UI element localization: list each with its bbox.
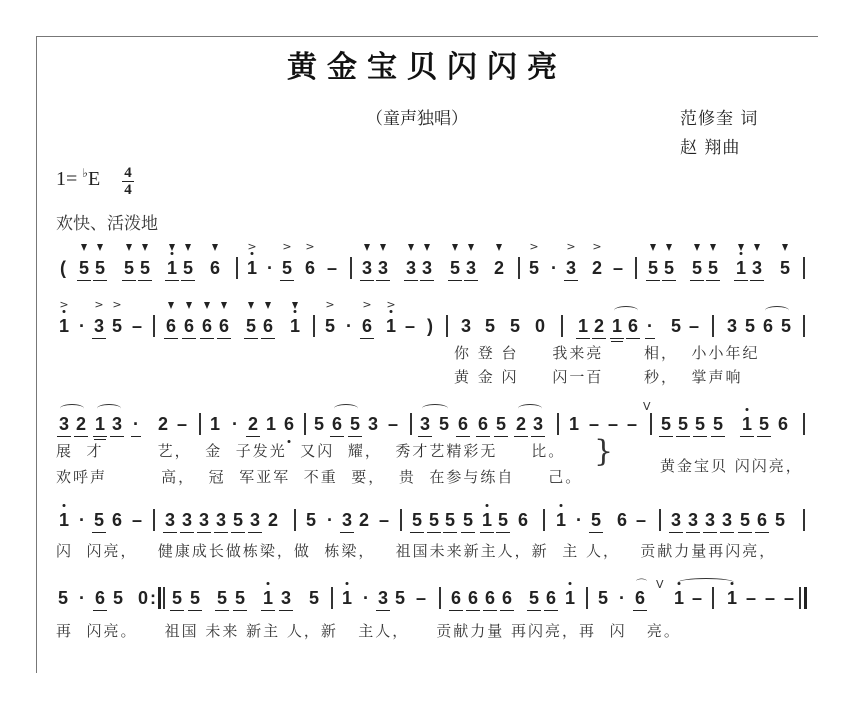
note: 5	[528, 588, 540, 608]
note: 3	[687, 510, 699, 530]
note: 5	[189, 588, 201, 608]
note: 5	[216, 588, 228, 608]
note: 5	[171, 588, 183, 608]
note: 3	[751, 258, 763, 278]
octave-up-dot	[485, 504, 488, 507]
barline	[331, 587, 333, 609]
note: 5	[663, 258, 675, 278]
note: 3	[215, 510, 227, 530]
note: 6	[467, 588, 479, 608]
note: 6	[218, 316, 230, 336]
breath-mark-icon: V	[656, 578, 664, 591]
tempo-marking: 欢快、活泼地	[56, 214, 158, 234]
note: 1	[674, 588, 684, 608]
note: 1	[59, 316, 69, 336]
note: ·	[346, 316, 352, 336]
note: 1	[265, 414, 277, 434]
barline	[153, 509, 155, 531]
note: –	[691, 588, 703, 608]
octave-up-dot	[559, 504, 562, 507]
note: 3	[377, 258, 389, 278]
note: ·	[363, 588, 369, 608]
note: 1	[59, 510, 69, 530]
lyric-line: 闪 闪亮， 健康成长做栋梁，做 栋梁， 祖国未来新主人，新 主 人， 贡献力量再闪亮，	[56, 542, 777, 560]
note: –	[588, 414, 600, 434]
note: 6	[209, 258, 221, 278]
barline	[400, 509, 402, 531]
staccato-icon	[126, 244, 132, 251]
key-letter: E	[87, 168, 101, 190]
note: :	[150, 588, 156, 608]
accent-icon: >	[386, 298, 396, 311]
octave-up-dot	[739, 252, 742, 255]
barline	[803, 413, 805, 435]
slur-tie	[765, 306, 789, 315]
octave-up-dot	[170, 252, 173, 255]
slur-tie	[334, 404, 358, 413]
accent-icon: >	[325, 298, 335, 311]
staccato-icon	[221, 302, 227, 309]
key-prefix: 1=	[56, 168, 78, 190]
note: 6	[756, 510, 768, 530]
note: 6	[284, 414, 294, 434]
staccato-icon	[292, 302, 298, 309]
note: 5	[394, 588, 406, 608]
note: 1	[209, 414, 221, 434]
staccato-icon	[452, 244, 458, 251]
note: 5	[462, 510, 474, 530]
note: ·	[79, 510, 85, 530]
lyric-line: 黄金宝贝 闪闪亮，	[660, 457, 803, 475]
octave-up-dot	[745, 408, 748, 411]
note: 2	[157, 414, 169, 434]
note: 1	[167, 258, 177, 278]
staccato-icon	[81, 244, 87, 251]
note: 3	[181, 510, 193, 530]
note: 5	[677, 414, 689, 434]
breath-mark-icon: V	[643, 400, 651, 413]
barline	[650, 413, 652, 435]
note: 1	[263, 588, 273, 608]
barline	[803, 315, 805, 337]
note: 5	[428, 510, 440, 530]
note: 5	[495, 414, 507, 434]
staccato-icon	[204, 302, 210, 309]
note: 3	[721, 510, 733, 530]
note: 5	[449, 258, 461, 278]
note: 5	[112, 588, 124, 608]
slur-tie	[97, 404, 121, 413]
note: ·	[327, 510, 333, 530]
note: 6	[634, 588, 646, 608]
note: –	[626, 414, 638, 434]
accent-icon: >	[94, 298, 104, 311]
accent-icon: >	[529, 240, 539, 253]
slur-tie	[60, 404, 84, 413]
lyricist-credit: 范修奎 词	[680, 109, 759, 129]
note: 3	[377, 588, 389, 608]
verse-brace: }	[594, 434, 614, 469]
note: 5	[123, 258, 135, 278]
lyric-line: 你 登 台 我来亮 相， 小小年纪	[454, 344, 760, 362]
note: 6	[111, 510, 123, 530]
note: 3	[58, 414, 70, 434]
note: 5	[57, 588, 69, 608]
staccato-icon	[168, 302, 174, 309]
staccato-icon	[650, 244, 656, 251]
note: 5	[94, 258, 106, 278]
note: ·	[79, 588, 85, 608]
note: –	[688, 316, 700, 336]
note: 1	[736, 258, 746, 278]
staccato-icon	[468, 244, 474, 251]
staccato-icon	[364, 244, 370, 251]
note: 5	[597, 588, 609, 608]
note: 5	[313, 414, 325, 434]
note: –	[326, 258, 338, 278]
barline	[803, 257, 805, 279]
key-signature	[56, 168, 100, 191]
staccato-icon	[666, 244, 672, 251]
lyric-line: 欢呼声 高， 冠 军亚军 不重 要， 贵 在参与练自 己。	[56, 468, 583, 486]
staccato-icon	[380, 244, 386, 251]
note: 5	[245, 316, 257, 336]
note: 6	[501, 588, 513, 608]
note: 5	[712, 414, 724, 434]
note: 5	[707, 258, 719, 278]
note: 3	[367, 414, 379, 434]
note: 5	[780, 316, 792, 336]
barline	[439, 587, 441, 609]
note: 3	[465, 258, 477, 278]
note: 5	[739, 510, 751, 530]
staccato-icon	[424, 244, 430, 251]
note: 2	[515, 414, 527, 434]
octave-up-dot	[62, 504, 65, 507]
note: 5	[647, 258, 659, 278]
lyric-line: 再 闪亮。 祖国 未来 新主 人，新 主人， 贡献力量 再闪亮，再 闪 亮。	[56, 622, 681, 640]
note: –	[415, 588, 427, 608]
note: 5	[324, 316, 336, 336]
note: 5	[590, 510, 602, 530]
note: 3	[670, 510, 682, 530]
staccato-icon	[142, 244, 148, 251]
performance-type: （童声独唱）	[366, 109, 468, 129]
note: 0	[534, 316, 546, 336]
barline	[659, 509, 661, 531]
staccato-icon	[738, 244, 744, 251]
note: 1	[290, 316, 300, 336]
note: 5	[234, 588, 246, 608]
staccato-icon	[265, 302, 271, 309]
octave-up-dot	[345, 582, 348, 585]
lyric-line: 黄 金 闪 闪一百 秒， 掌声响	[454, 368, 743, 386]
note: 1	[727, 588, 737, 608]
note: 5	[774, 510, 786, 530]
note: 3	[405, 258, 417, 278]
song-title: 黄金宝贝闪闪亮	[287, 50, 567, 85]
barline	[153, 315, 155, 337]
note: –	[764, 588, 776, 608]
accent-icon: >	[362, 298, 372, 311]
note: 5	[509, 316, 521, 336]
note: –	[176, 414, 188, 434]
accent-icon: >	[282, 240, 292, 253]
accent-icon: >	[247, 240, 257, 253]
fermata-icon: ⌒	[636, 578, 647, 591]
barline	[304, 413, 306, 435]
staccato-icon	[169, 244, 175, 251]
note: 3	[565, 258, 577, 278]
note: 3	[419, 414, 431, 434]
barline	[804, 587, 807, 609]
accent-icon: >	[592, 240, 602, 253]
note: –	[635, 510, 647, 530]
note: 6	[94, 588, 106, 608]
barline	[410, 413, 412, 435]
slur-tie	[518, 404, 542, 413]
barline	[712, 587, 714, 609]
note: )	[427, 316, 433, 336]
barline	[350, 257, 352, 279]
note: 6	[545, 588, 557, 608]
note: 5	[232, 510, 244, 530]
barline	[586, 587, 588, 609]
note: 2	[591, 258, 603, 278]
staccato-icon	[248, 302, 254, 309]
staccato-icon	[782, 244, 788, 251]
note: 6	[762, 316, 774, 336]
note: ·	[619, 588, 625, 608]
note: 1	[742, 414, 752, 434]
staccato-icon	[408, 244, 414, 251]
octave-up-dot	[266, 582, 269, 585]
note: 5	[93, 510, 105, 530]
note: 0	[137, 588, 149, 608]
time-signature	[122, 166, 134, 197]
note: 6	[517, 510, 529, 530]
barline	[313, 315, 315, 337]
flat-icon: ♭	[82, 166, 88, 180]
staccato-icon	[710, 244, 716, 251]
note: 5	[411, 510, 423, 530]
note: 6	[201, 316, 213, 336]
barline	[199, 413, 201, 435]
note: 3	[111, 414, 123, 434]
note: 5	[139, 258, 151, 278]
note: (	[60, 258, 66, 278]
note: 6	[331, 414, 343, 434]
slur-tie	[422, 404, 448, 413]
note: ·	[79, 316, 85, 336]
note: 3	[93, 316, 105, 336]
page-frame-left-border	[36, 36, 37, 673]
note: ·	[133, 414, 139, 434]
note: 5	[308, 588, 320, 608]
time-signature-bottom: 4	[124, 182, 132, 198]
page-frame-top-border	[36, 36, 818, 37]
note: 2	[493, 258, 505, 278]
note: 3	[460, 316, 472, 336]
slur-tie	[614, 306, 638, 315]
octave-up-dot	[568, 582, 571, 585]
accent-icon: >	[305, 240, 315, 253]
note: 5	[182, 258, 194, 278]
note: 3	[361, 258, 373, 278]
note: 6	[477, 414, 489, 434]
note: 1	[565, 588, 575, 608]
note: 5	[349, 414, 361, 434]
note: 5	[694, 414, 706, 434]
note: 5	[305, 510, 317, 530]
slur-tie	[678, 578, 734, 587]
note: –	[783, 588, 795, 608]
note: 1	[611, 316, 623, 336]
barline	[158, 587, 161, 609]
note: 2	[358, 510, 370, 530]
note: –	[378, 510, 390, 530]
note: –	[612, 258, 624, 278]
note: 6	[457, 414, 469, 434]
note: 5	[779, 258, 791, 278]
note: 5	[444, 510, 456, 530]
note: 1	[568, 414, 580, 434]
note: 3	[421, 258, 433, 278]
note: –	[404, 316, 416, 336]
note: 5	[484, 316, 496, 336]
staccato-icon	[212, 244, 218, 251]
note: 2	[247, 414, 259, 434]
note: 5	[78, 258, 90, 278]
note: 6	[165, 316, 177, 336]
note: ·	[576, 510, 582, 530]
note: 5	[497, 510, 509, 530]
note: 3	[726, 316, 738, 336]
time-signature-top: 4	[124, 165, 132, 181]
barline	[236, 257, 238, 279]
barline	[294, 509, 296, 531]
note: 5	[660, 414, 672, 434]
staccato-icon	[754, 244, 760, 251]
note: 5	[670, 316, 682, 336]
barline	[163, 587, 165, 609]
note: 2	[267, 510, 279, 530]
note: 6	[450, 588, 462, 608]
note: 5	[281, 258, 293, 278]
note: 2	[75, 414, 87, 434]
note: 1	[482, 510, 492, 530]
barline	[561, 315, 563, 337]
note: 2	[593, 316, 605, 336]
note: –	[387, 414, 399, 434]
note: ·	[551, 258, 557, 278]
note: 1	[556, 510, 566, 530]
barline	[635, 257, 637, 279]
note: –	[131, 510, 143, 530]
note: 3	[341, 510, 353, 530]
note: 1	[386, 316, 396, 336]
note: 6	[616, 510, 628, 530]
note: 6	[304, 258, 316, 278]
note: 6	[361, 316, 373, 336]
note: 6	[484, 588, 496, 608]
accent-icon: >	[59, 298, 69, 311]
note: 1	[94, 414, 106, 434]
accent-icon: >	[566, 240, 576, 253]
accent-icon: >	[112, 298, 122, 311]
note: –	[607, 414, 619, 434]
octave-up-dot	[293, 310, 296, 313]
barline	[799, 587, 801, 609]
barline	[518, 257, 520, 279]
note: 6	[262, 316, 274, 336]
note: ·	[647, 316, 653, 336]
note: 3	[704, 510, 716, 530]
note: 6	[777, 414, 789, 434]
note: ·	[232, 414, 238, 434]
staccato-icon	[186, 302, 192, 309]
staccato-icon	[694, 244, 700, 251]
note: 3	[280, 588, 292, 608]
note: 5	[758, 414, 770, 434]
barline	[712, 315, 714, 337]
lyric-line: 展 才 艺， 金 子发光 又闪 耀， 秀才艺精彩无 比。	[56, 442, 566, 460]
barline	[543, 509, 545, 531]
note: –	[745, 588, 757, 608]
note: 5	[744, 316, 756, 336]
note: 1	[577, 316, 589, 336]
note: 1	[247, 258, 257, 278]
composer-credit: 赵 翔曲	[680, 138, 741, 158]
note: 3	[198, 510, 210, 530]
barline	[557, 413, 559, 435]
note: 5	[691, 258, 703, 278]
staccato-icon	[97, 244, 103, 251]
staccato-icon	[496, 244, 502, 251]
note: 5	[111, 316, 123, 336]
note: ·	[267, 258, 273, 278]
note: 3	[532, 414, 544, 434]
note: –	[131, 316, 143, 336]
note: 3	[249, 510, 261, 530]
note: 1	[342, 588, 352, 608]
note: 5	[528, 258, 540, 278]
note: 6	[183, 316, 195, 336]
note: 5	[438, 414, 450, 434]
barline	[803, 509, 805, 531]
note: 3	[164, 510, 176, 530]
barline	[446, 315, 448, 337]
note: 6	[627, 316, 639, 336]
staccato-icon	[185, 244, 191, 251]
